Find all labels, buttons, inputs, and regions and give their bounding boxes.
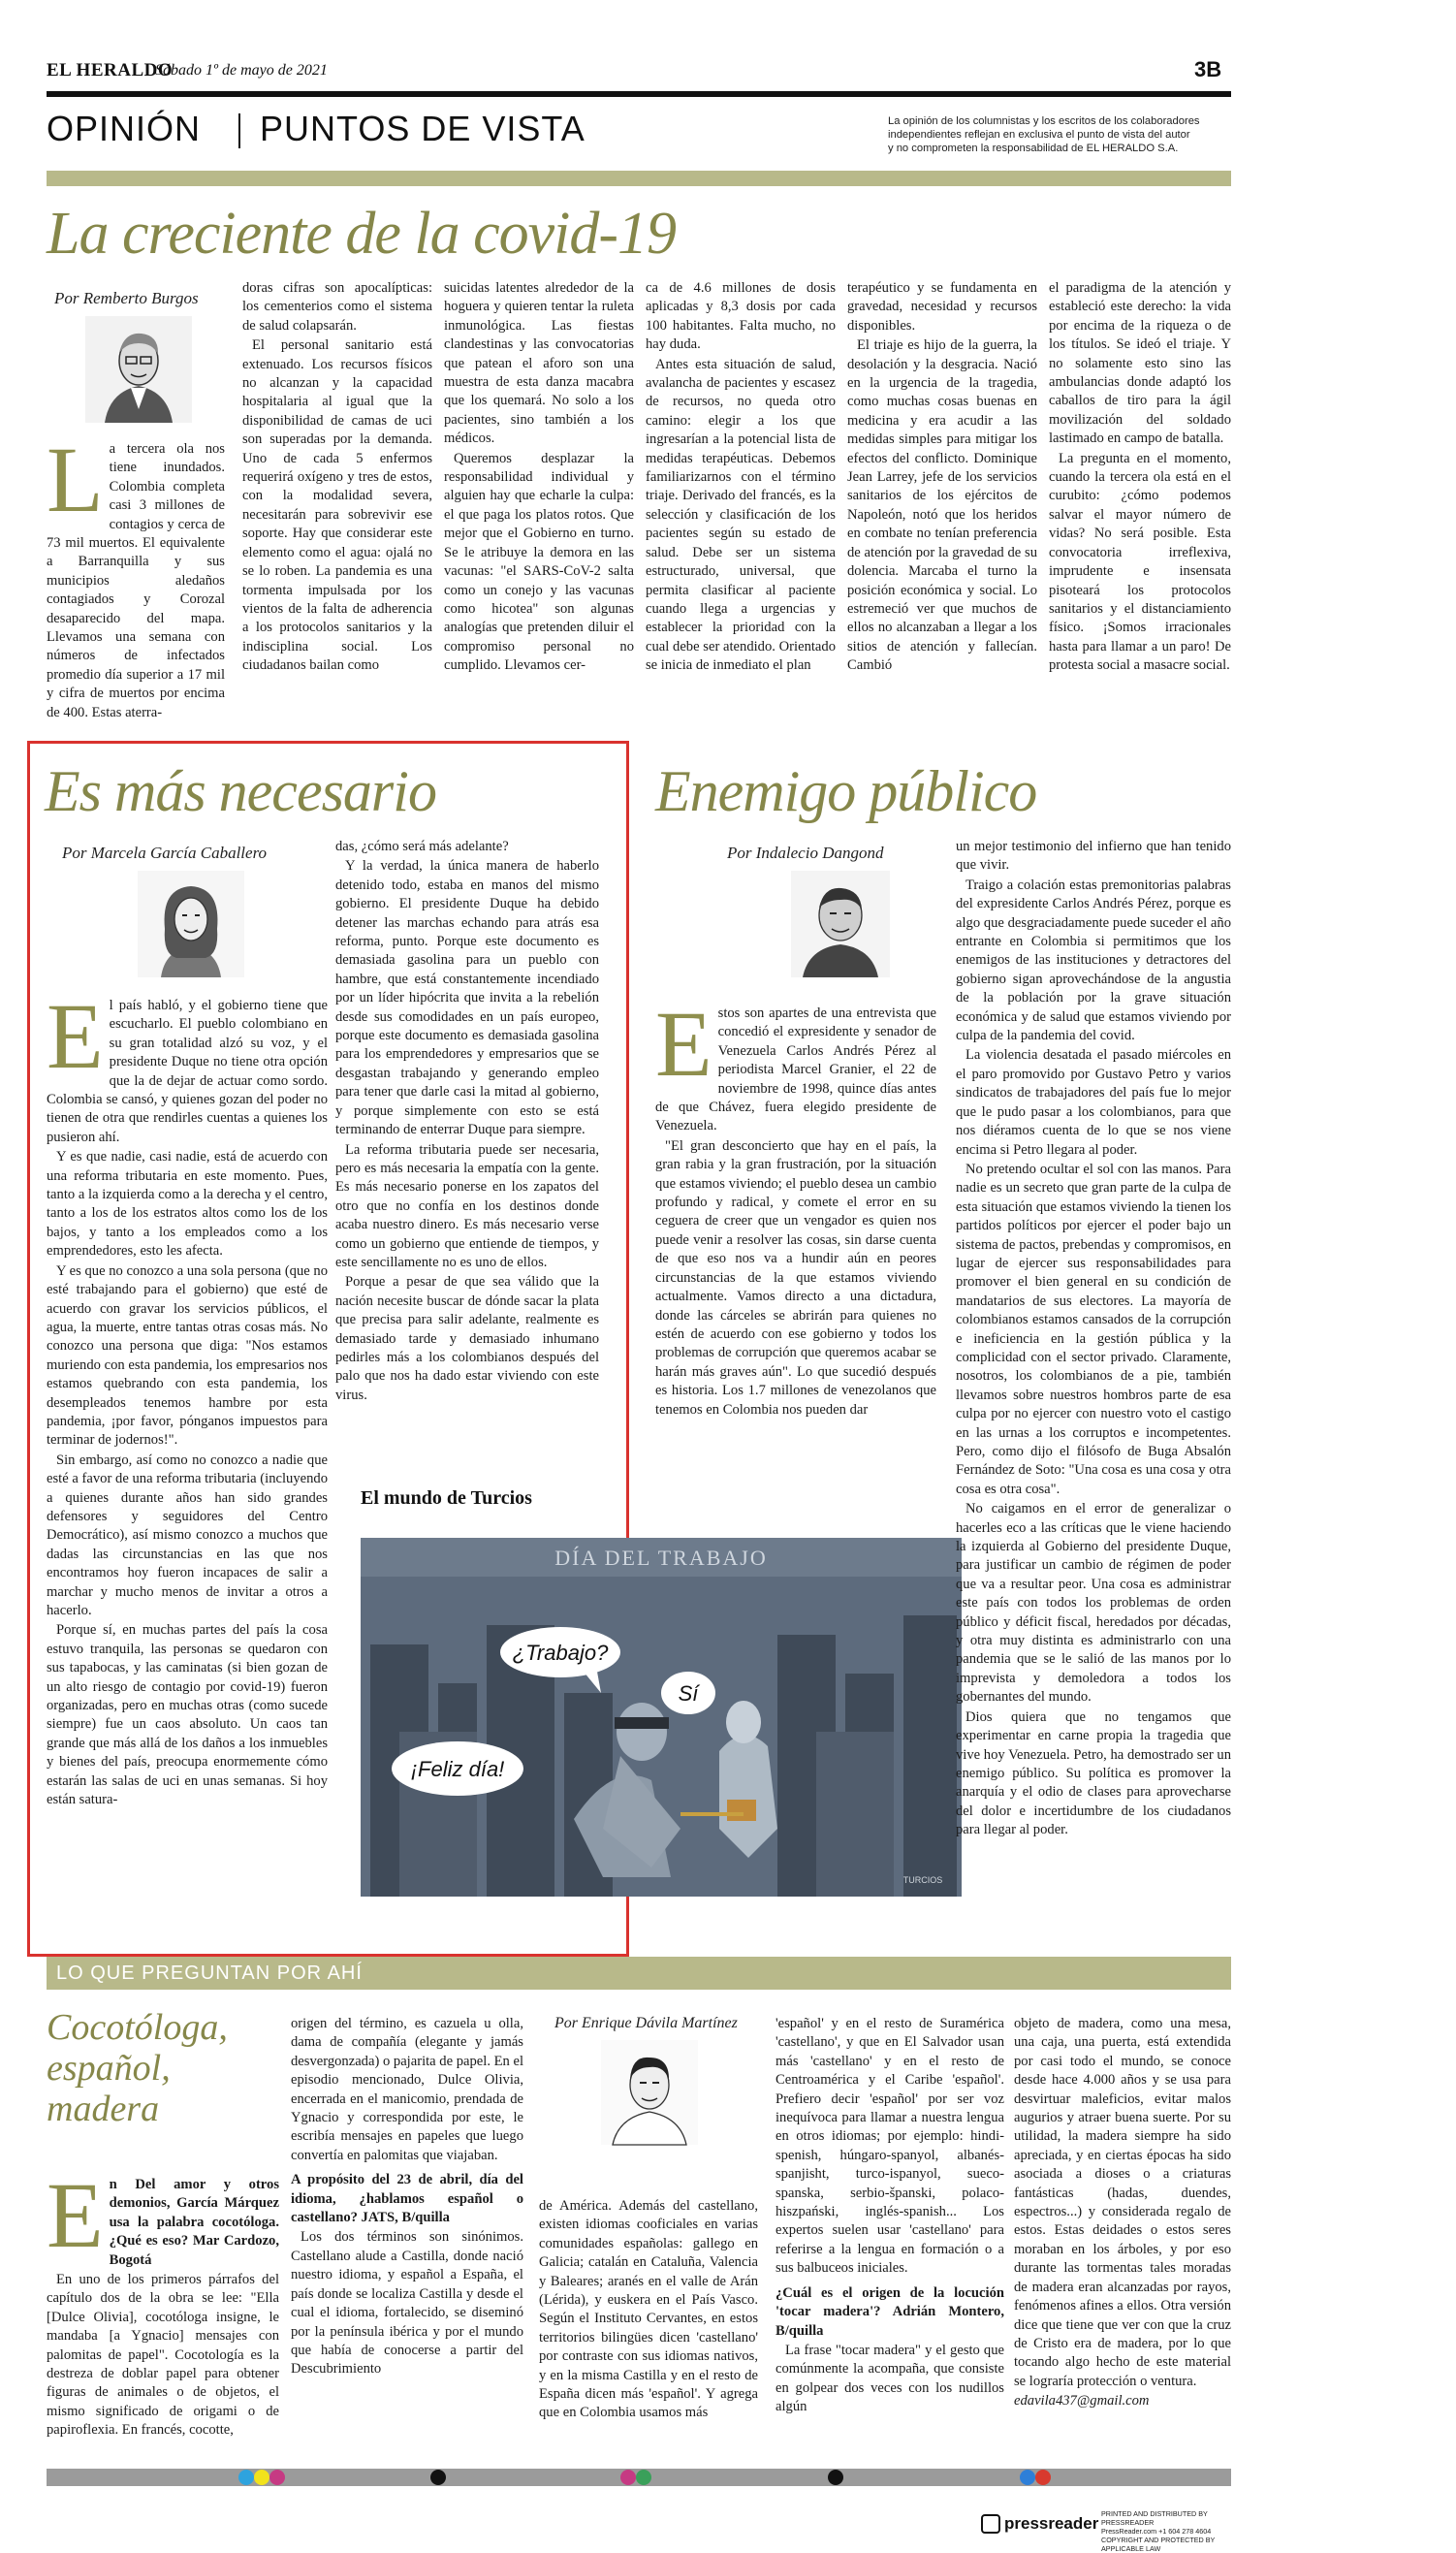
paragraph: a tercera ola nos tiene inundados. Colombia completa casi 3 millones de contagios y cerca de 73 mil muertos. El equivalente a Barranquilla y sus municipios aledaños contagiados y Corozal desaparecido del mapa. Llevamos una semana con números de infectados promedio día superior a 17 mil y cifra de muertos por encima de 400. Estas aterra- [47,441,225,720]
cartoon [361,1538,962,1897]
cartoon-signature: TURCIOS [902,1875,943,1885]
paragraph: stos son apartes de una entrevista que concedió el expresidente y senador de Venezuela Carlos Andrés Pérez al periodista Marcel Granier, el 22 de noviembre de 1998, quince días antes de que Chávez, fuera elegido presidente de Venezuela. [655,1005,936,1134]
pressreader-logo[interactable] [981,2511,1098,2537]
registration-dot-blue [1020,2470,1035,2485]
issue-date: Sábado 1º de mayo de 2021 [155,62,328,79]
paragraph: ca de 4.6 millones de dosis aplicadas y 8,3 dosis por cada 100 habitantes. Falta mucho, no hay duda. [646,280,836,353]
article2-byline: Por Marcela García Caballero [62,844,268,862]
article4-col2 [291,2015,523,2380]
pressreader-label: pressreader [1004,2514,1099,2533]
paragraph: Antes esta situación de salud, avalancha de pacientes y escasez de recursos, no queda otro camino: elegir a los que ingresarían a la potencial lista de medidas terapéuticas. Debemos familiarizarnos con el término triaje. Derivado del francés, es la selección y clasificación de los pacientes según su estado de salud. Debe ser un sistema estructurado, universal, que permita clasificar al paciente cuando llega a urgencias y establecer la prioridad con la cual debe ser atendido. Orientado se inicia de inmediato el plan [646,356,836,674]
header-rule [47,91,1231,97]
article1-title: La creciente de la covid-19 [47,201,677,267]
paragraph: "El gran desconcierto que hay en el país, la gran rabia y la gran frustración, por la situación que estamos viviendo; el pueblo desea un cambio profundo y radical, y comete el error en su ceguera de creer que un vengador es quien nos puede venir a resolver las cosas, sin darse cuenta de que eso nos va a hundir aún en peores circunstancias de la que estamos viviendo actualmente. Vamos directo a una dictadura, donde las cárceles se abrirán para quienes no estén de acuerdo con ese gobierno y todos los problemas de corrupción que queremos acabar se harán más graves aún". Lo que sucedió después es historia. Los 1.7 millones de venezolanos que tenemos en Colombia nos pueden dar [655,1137,936,1418]
paragraph: Porque a pesar de que sea válido que la nación necesite buscar de dónde sacar la plata que precisa para salir adelante, realmente es demasiado tarde y demasiado inhumano pedirles más a los colombianos después del palo que nos ha dado estar viviendo con este virus. [335,1274,599,1403]
paragraph: 'español' y en el resto de Suramérica 'castellano', y que en El Salvador usan más 'castellano' y en el resto de Centroamérica y el Caribe 'español'. Prefiero decir 'español' por ser voz inequívoca para llamar a nuestra lengua en otros idiomas; por ejemplo: hindi-spenish, húngaro-spanyol, albanés-spanjisht, turco-ispanyol, sueco-spanska, serbio-španski, polaco-hiszpański, inglés-spanish... Los expertos suelen usar 'castellano' para referirse a la lengua en formación o a sus balbuceos iniciales. [775,2016,1004,2277]
article1-col2 [242,279,432,677]
cartoon-banner: DÍA DEL TRABAJO [554,1546,768,1570]
page-number: 3B [1194,57,1222,81]
paragraph: objeto de madera, como una mesa, una caja, una puerta, está extendida por casi todo el mundo, se conoce desde hace 4.000 años y se usa para desvirtuar maleficios, evitar malos augurios y atraer buena suerte. Por su utilidad, la madera siempre ha sido apreciada, y en ciertas épocas ha sido asociada a dioses o a criaturas fantásticas (hadas, duendes, espectros...) y considerada regalo de estos. Estas deidades o estos seres moraban en los árboles, y por eso durante las tormentas tales moradas de madera eran alcanzadas por rayos, fenómenos afines a ellos. Otra versión dice que tiene que ver con que la cruz de Cristo era de madera, por lo que tocando algo hecho de este material se lograría protección o ventura. [1014,2016,1231,2389]
color-registration-bar [47,2469,1231,2486]
paragraph: La violencia desatada el pasado miércoles en el paro promovido por Gustavo Petro y varios sindicatos de trabajadores del país fue lo mejor que le pudo pasar a los colombianos, para que nos diéramos cuenta de lo que se nos viene encima si Petro llegara al poder. [956,1047,1231,1158]
paragraph: l país habló, y el gobierno tiene que escucharlo. El pueblo colombiano en su gran totalidad alzó su voz, y el presidente Duque no tiene otra opción que la de dejar de actuar como sordo. Colombia se cansó, y quienes gozan del poder no tienen de otra que rendirles cuentas a quienes los pusieron ahí. [47,998,328,1145]
paragraph: doras cifras son apocalípticas: los cementerios como el sistema de salud colapsarán. [242,280,432,334]
paragraph: Traigo a colación estas premonitorias palabras del expresidente Carlos Andrés Pérez, porque es algo que desgraciadamente puede suceder el año entrante en Colombia si permitimos que los enemigos de las instituciones y detractores del gobierno sigan aprovechándose de la angustia de la población por la grave situación económica y de salud que estamos viviendo por culpa de la pandemia del covid. [956,877,1231,1044]
article1-byline: Por Remberto Burgos [54,289,199,307]
paragraph: La reforma tributaria puede ser necesaria, pero es más necesaria la empatía con la gente. Es más necesario ponerse en los zapatos del otro que no confía en los destinos donde acaba nuestro dinero. Es más necesario verse como un gobierno que entiende de tiempos, y este sencillamente no es uno de ellos. [335,1141,599,1270]
article4-title: Cocotóloga, español, madera [47,2007,228,2129]
article4-col4 [775,2015,1004,2418]
dropcap: E [47,984,104,1088]
dropcap: L [47,428,104,531]
registration-dot-magenta [269,2470,285,2485]
section-right: PUNTOS DE VISTA [260,109,586,148]
cartoon-title: El mundo de Turcios [361,1487,532,1509]
article1-col3 [444,279,634,677]
paragraph: Queremos desplazar la responsabilidad individual y alguien hay que echarle la culpa: el que paga los platos rotos. Que mejor que el Gobierno en turno. Se le atribuye la demora en las vacunas: "el SARS-CoV-2 salta como un conejo y las vacunas como hicotea" son algunas analogías que pretenden diluir el compromiso personal no cumplido. Llevamos cer- [444,450,634,674]
pressreader-notice: PRINTED AND DISTRIBUTED BY PRESSREADER PressReader.com +1 604 278 4604 COPYRIGHT AND PROTECTED BY APPLICABLE LAW [1101,2509,1216,2553]
header-olive-band [47,171,1231,186]
article4-col3 [539,2197,758,2424]
article1-col5 [847,279,1037,677]
cartoon-bubble-trabajo: ¿Trabajo? [512,1641,609,1665]
cartoon-bubble-si: Sí [678,1681,699,1706]
article4-col5 [1014,2015,1231,2412]
disclaimer: La opinión de los columnistas y los escritos de los colaboradores independientes reflejan en exclusiva el punto de vista del autor y no comprometen la responsabilidad de EL HERALDO S.A. [888,115,1200,154]
section-left: OPINIÓN [47,109,202,148]
paragraph: de América. Además del castellano, existen idiomas cooficiales en varias comunidades españolas: gallego en Galicia; catalán en Cataluña, Valencia y Baleares; aranés en el valle de Arán (Lérida), y euskera en el País Vasco. Según el Instituto Cervantes, en estos territorios bilingües dicen 'castellano' por contraste con sus idiomas nativos, y en la misma Castilla y en el resto de España dicen más 'español'. Y agrega que en Colombia usamos más [539,2198,758,2421]
article3-title: Enemigo público [655,759,1037,823]
paragraph: La frase "tocar madera" y el gesto que comúnmente la acompaña, que consiste en golpear dos veces con los nudillos algún [775,2342,1004,2415]
registration-dot-green [636,2470,651,2485]
paragraph: das, ¿cómo será más adelante? [335,839,509,854]
registration-dot-yellow [254,2470,269,2485]
paragraph: En uno de los primeros párrafos del capítulo dos de la obra se lee: "Ella [Dulce Olivia], cocotóloga insigne, le mandaba [a Ygnacio] mensajes con palomitas de papel". Cocotología es la destreza de doblar papel para obtener figuras de animales o de objetos, el mismo significado de origami o de papiroflexia. En francés, cocotte, [47,2272,279,2439]
article1-col6 [1049,279,1231,677]
paragraph: Y es que nadie, casi nadie, está de acuerdo con una reforma tributaria en este momento. Pues, tanto a la izquierda como a la derecha y el centro, tanto a los de los estratos altos como los de los bajos, y tanto a los empleados como a los emprendedores, esto les afecta. [47,1149,328,1260]
paragraph: El personal sanitario está extenuado. Los recursos físicos no alcanzan y la capacidad hospitalaria al igual que la disponibilidad de camas de uci son superadas por la demanda. Uno de cada 5 enfermos requerirá oxígeno y tres de estos, con la modalidad severa, necesitarán para sobrevivir ese soporte. Hay que considerar este elemento como el agua: ojalá no se lo roben. La pandemia es una tormenta impulsada por los vientos de la falta de adherencia a los protocolos sanitarios y la indisciplina social. Los ciudadanos bailan como [242,337,432,674]
pressreader-icon [981,2514,1000,2534]
author-portrait [601,2040,698,2145]
registration-dot-cyan [238,2470,254,2485]
article3-col1 [655,992,936,1420]
registration-dot-red [1035,2470,1051,2485]
section-divider [238,113,240,148]
cartoon-bubble-feliz: ¡Feliz día! [410,1757,505,1781]
paragraph: suicidas latentes alrededor de la hoguera y quieren tentar la ruleta inmunológica. Las fiestas clandestinas y las convocatorias que patean el aforo son una muestra de esta danza macabra que los quemará. No solo a los pacientes, sino también a los médicos. [444,280,634,447]
article3-byline: Por Indalecio Dangond [727,844,884,862]
article4-byline: Por Enrique Dávila Martínez [554,2015,738,2031]
dropcap: E [47,2163,104,2267]
dropcap: E [655,992,712,1096]
paragraph: No caigamos en el error de generalizar o hacerles eco a las críticas que le viene haciendo la izquierda al Gobierno del presidente Duque, para justificar un cambio de régimen de poder que va a resultar peor. Una cosa es administrar este país con todos los problemas de orden público y déficit fiscal, heredados por décadas, y otra muy distinta es administrarlo con una pandemia que se le salió de las manos por lo imprevista y demoledora a todos los gobernantes del mundo. [956,1501,1231,1706]
paragraph: El triaje es hijo de la guerra, la desolación y la desgracia. Nació en la urgencia de la tragedia, como muchas cosas buenas en medicina y era acudir a las medidas simples para mitigar los efectos del conflicto. Dominique Jean Larrey, jefe de los servicios sanitarios de los ejércitos de Napoleón, notó que los heridos en combate no tenían preferencia de atención por la gravedad de su dolencia. Marcaba el turno la posición económica y social. Lo estremeció ver que muchos de ellos no alcanzaban a llegar a los sitios de atención y fallecían. Cambió [847,337,1037,674]
paragraph: Y es que no conozco a una sola persona (que no esté trabajando para el gobierno) que esté de acuerdo con gravar los servicios públicos, el agua, la muerte, entre tantas otras cosas más. No conozco una persona que diga: "Nos estamos muriendo con esta pandemia, los empresarios nos estamos quebrando con esta pandemia, los desempleados tenemos hambre por esta pandemia, ¡por favor, pónganos impuestos para terminar de jodernos!". [47,1262,328,1449]
article2-title: Es más necesario [45,759,436,823]
paragraph: Sin embargo, así como no conozco a nadie que esté a favor de una reforma tributaria (incluyendo a quienes durante años han sido grandes defensores y seguidores del Centro Democrático), así mismo conozco a muchos que dadas las circunstancias en las que nos encontramos hoy fueron incapaces de salir a marchar y mucho menos de invitar a otros a hacerlo. [47,1452,328,1618]
registration-dot-magenta [620,2470,636,2485]
article4-col1 [47,2163,279,2441]
paragraph: Y la verdad, la única manera de haberlo detenido todo, estaba en manos del mismo gobierno. El presidente Duque ha debido detener las marchas echando para atrás esa reforma, punto. Porque este documento es demasiada gasolina para un pueblo con hambre, que está constantemente incendiado por un líder hipócrita que invita a la rebelión desde sus comodidades en un país europeo, porque este documento es demasiada gasolina para los emprendedores y empresarios que se desgastan trabajando y generando empleo para tener que darle casi la mitad al gobierno, y porque simplemente con esto se está terminando de enterrar Duque para siempre. [335,858,599,1138]
paragraph: Los dos términos son sinónimos. Castellano alude a Castilla, donde nació nuestro idioma, y español a España, el país donde se localiza Castilla y desde el cual el idioma, fortalecido, se diseminó por la península ibérica y por el mundo que había de conocerse a partir del Descubrimiento [291,2229,523,2377]
author-portrait [791,871,890,977]
article1-col1 [47,428,225,723]
article4-section-band [47,1957,1231,1990]
article1-col4 [646,279,836,677]
paragraph: Porque sí, en muchas partes del país la cosa estuvo tranquila, las personas se quedaron con sus tapabocas, y las caminatas (si bien gozan de un alto riesgo de contagio por covid-19) fueron organizadas, pero en muchas otras (como sucede siempre) fue un caos absoluto. Un caos tan grande que más allá de los daños a los inmuebles y bienes del país, preocupa enormemente cómo estarán las salas de uci en unas semanas. Si hoy están satura- [47,1622,328,1808]
article4-question-2: A propósito del 23 de abril, día del idioma, ¿hablamos español o castellano? JATS, B/quilla [291,2172,523,2226]
paragraph: un mejor testimonio del infierno que han tenido que vivir. [956,839,1231,874]
paragraph: el paradigma de la atención y estableció este derecho: la vida por encima de la riqueza o de los títulos. Se ideó el triaje. Y no solamente esto sino las ambulancias donde adaptó los caballos de tiro para la ágil movilización del soldado lastimado en campo de batalla. [1049,280,1231,447]
article3-col2 [956,838,1231,1841]
registration-dot-black [828,2470,843,2485]
author-portrait [85,316,192,423]
paragraph: origen del término, es cazuela u olla, dama de compañía (elegante y jamás desvergonzada) o pajarita de papel. En el episodio mencionado, Dulce Olivia, encerrada en el manicomio, prendada de Ygnacio y correspondida por este, le escribía mensajes en papeles que luego convertía en palomitas que viajaban. [291,2016,524,2163]
paper-name: EL HERALDO [47,60,174,80]
paragraph: La pregunta en el momento, cuando la tercera ola está en el curubito: ¿cómo podemos salvar el mayor número de vidas? No será posible. Esta convocatoria irreflexiva, imprudente e insensata pisoteará los protocolos sanitarios y el distanciamiento físico. ¡Somos irracionales hasta para llamar a un paro! De protesta social a masacre social. [1049,450,1231,674]
article4-question-1: n Del amor y otros demonios, García Márquez usa la palabra cocotóloga. ¿Qué es eso? Mar Cardozo, Bogotá [109,2177,279,2268]
registration-dot-black [430,2470,446,2485]
masthead [47,60,1229,83]
paragraph: terapéutico y se fundamenta en gravedad, necesidad y recursos disponibles. [847,280,1037,334]
article4-question-3: ¿Cuál es el origen de la locución 'tocar madera'? Adrián Montero, B/quilla [775,2284,1004,2339]
paragraph: Dios quiera que no tengamos que experimentar en carne propia la tragedia que vive hoy Venezuela. Petro, ha demostrado ser un enemigo público. Su política es promover la anarquía y el odio de clases para aprovecharse del dolor e incertidumbre de los ciudadanos para llegar al poder. [956,1708,1231,1838]
author-email[interactable]: edavila437@gmail.com [1014,2393,1150,2409]
paragraph: No pretendo ocultar el sol con las manos. Para nadie es un secreto que gran parte de la culpa de esta situación que estamos viviendo la tienen los partidos políticos por ejercer el poder bajo un sistema de pactos, prebendas y compromisos, en lugar de ejercer sus responsabilidades para promover el bien general en su condición de mandatarios de sus electores. La mayoría de colombianos estamos cansados de la corrupción e ineficiencia en la gestión pública y la complicidad con el sector privado. Claramente, nosotros, los colombianos de a pie, también llevamos sobre nuestros hombros parte de esa culpa por no ejercer con nuestro voto el castigo en las urnas a los corruptos e incompetentes. Pero, como dijo el filósofo de Buga Absalón Fernández de Soto: "Una cosa es una cosa y otra cosa es otra cosa". [956,1161,1231,1497]
article4-section-label: LO QUE PREGUNTAN POR AHÍ [56,1963,363,1984]
